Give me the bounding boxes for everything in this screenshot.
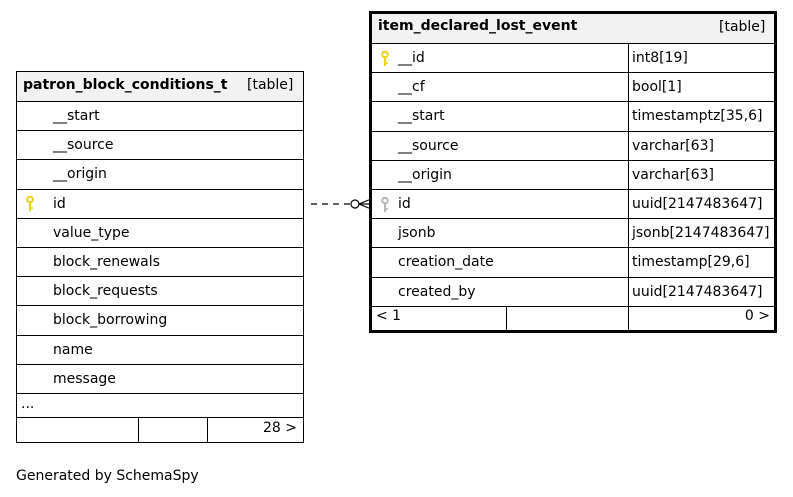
generated-by-label: Generated by SchemaSpy <box>16 468 199 484</box>
parent-count: < 1 <box>376 307 402 324</box>
column-type: varchar[63] <box>632 166 714 183</box>
column-name: __start <box>398 108 445 125</box>
column-type: timestamp[29,6] <box>632 254 750 271</box>
column-name: __source <box>398 137 459 154</box>
crow-foot-lower <box>359 204 371 209</box>
crow-foot-upper <box>359 199 371 204</box>
child-count: 0 > <box>744 307 770 324</box>
column-name: message <box>53 370 116 387</box>
column-name: id <box>398 196 411 212</box>
column-name: __origin <box>398 166 452 183</box>
column-name: __origin <box>53 166 107 183</box>
table-title: patron_block_conditions_t <box>23 77 228 93</box>
column-name: block_renewals <box>53 254 160 270</box>
table-title: item_declared_lost_event <box>378 18 578 34</box>
column-type: timestamptz[35,6] <box>632 108 763 125</box>
column-name: block_borrowing <box>53 312 168 329</box>
ellipsis-text: ... <box>21 396 35 412</box>
child-count: 28 > <box>263 420 297 436</box>
column-name: jsonb <box>398 225 436 242</box>
column-name: creation_date <box>398 254 494 271</box>
column-name: id <box>53 195 66 212</box>
column-name: value_type <box>53 224 130 241</box>
column-type: int8[19] <box>632 50 688 66</box>
zero-cardinality-marker <box>351 200 359 208</box>
column-type: varchar[63] <box>632 137 714 154</box>
column-type: uuid[2147483647] <box>632 283 763 300</box>
column-name: __source <box>53 137 114 154</box>
column-type: jsonb[2147483647] <box>632 225 770 242</box>
column-name: name <box>53 341 93 358</box>
column-type: uuid[2147483647] <box>632 196 763 212</box>
column-name: __start <box>53 108 100 124</box>
column-name: __cf <box>398 79 425 96</box>
table-kind: [table] <box>247 77 294 93</box>
table-kind: [table] <box>719 19 766 35</box>
column-name: created_by <box>398 283 476 300</box>
column-name: block_requests <box>53 283 158 300</box>
column-name: __id <box>398 50 425 66</box>
column-type: bool[1] <box>632 79 682 96</box>
